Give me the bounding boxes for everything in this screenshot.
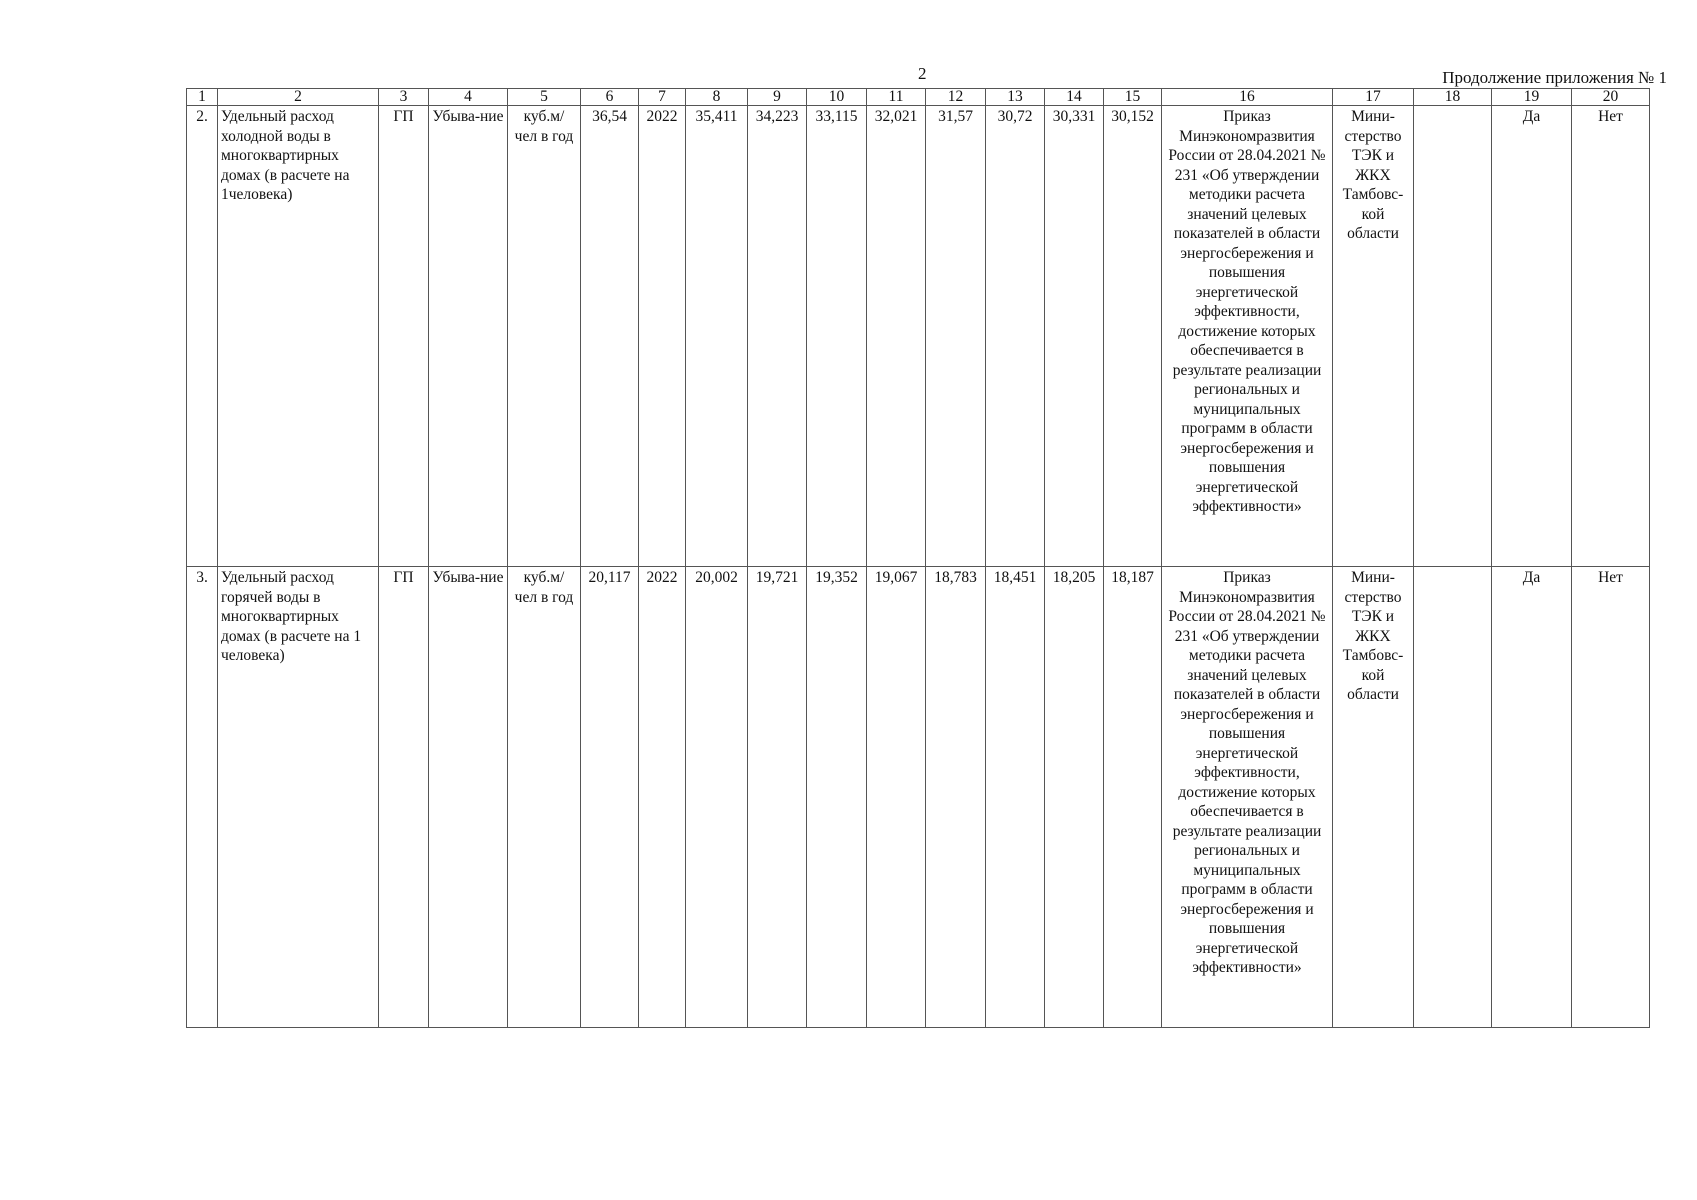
- indicator-name: Удельный расход горячей воды в многоквартирных домах (в расчете на 1 человека): [218, 567, 379, 1028]
- column-number: 18: [1414, 89, 1492, 106]
- value-cell: 33,115: [807, 106, 867, 567]
- column-number: 4: [429, 89, 508, 106]
- column-number: 17: [1333, 89, 1414, 106]
- column-number: 13: [986, 89, 1045, 106]
- indicators-table: [186, 88, 1650, 1028]
- column-number: 19: [1492, 89, 1572, 106]
- value-cell: 19,067: [867, 567, 926, 1028]
- continuation-label: Продолжение приложения № 1: [1442, 68, 1667, 87]
- unit-cell: куб.м/ чел в год: [508, 567, 581, 1028]
- trend-cell: Убыва-ние: [429, 567, 508, 1028]
- column-number-row: [187, 89, 1650, 106]
- base-value-cell: 36,54: [581, 106, 639, 567]
- column-number: 11: [867, 89, 926, 106]
- value-cell: 18,187: [1104, 567, 1162, 1028]
- yes-cell: Да: [1492, 106, 1572, 567]
- value-cell: 18,205: [1045, 567, 1104, 1028]
- row-number: 3.: [187, 567, 218, 1028]
- no-cell: Нет: [1572, 106, 1650, 567]
- column-number: 3: [379, 89, 429, 106]
- column-number: 14: [1045, 89, 1104, 106]
- value-cell: 35,411: [686, 106, 748, 567]
- column-number: 5: [508, 89, 581, 106]
- row-number: 2.: [187, 106, 218, 567]
- table-row: [187, 567, 1650, 1028]
- base-year-cell: 2022: [639, 567, 686, 1028]
- column-number: 6: [581, 89, 639, 106]
- empty-cell: [1414, 567, 1492, 1028]
- value-cell: 19,721: [748, 567, 807, 1028]
- empty-cell: [1414, 106, 1492, 567]
- column-number: 10: [807, 89, 867, 106]
- responsible-cell: Мини-стерство ТЭК и ЖКХ Тамбовс-кой области: [1333, 567, 1414, 1028]
- level-cell: ГП: [379, 567, 429, 1028]
- column-number: 12: [926, 89, 986, 106]
- column-number: 1: [187, 89, 218, 106]
- value-cell: 31,57: [926, 106, 986, 567]
- indicator-name: Удельный расход холодной воды в многоквартирных домах (в расчете на 1человека): [218, 106, 379, 567]
- value-cell: 18,783: [926, 567, 986, 1028]
- base-value-cell: 20,117: [581, 567, 639, 1028]
- value-cell: 30,72: [986, 106, 1045, 567]
- column-number: 16: [1162, 89, 1333, 106]
- base-year-cell: 2022: [639, 106, 686, 567]
- value-cell: 19,352: [807, 567, 867, 1028]
- value-cell: 30,152: [1104, 106, 1162, 567]
- value-cell: 34,223: [748, 106, 807, 567]
- column-number: 7: [639, 89, 686, 106]
- table-row: [187, 106, 1650, 567]
- yes-cell: Да: [1492, 567, 1572, 1028]
- column-number: 8: [686, 89, 748, 106]
- column-number: 2: [218, 89, 379, 106]
- column-number: 15: [1104, 89, 1162, 106]
- trend-cell: Убыва-ние: [429, 106, 508, 567]
- value-cell: 18,451: [986, 567, 1045, 1028]
- value-cell: 32,021: [867, 106, 926, 567]
- responsible-cell: Мини-стерство ТЭК и ЖКХ Тамбовс-кой области: [1333, 106, 1414, 567]
- no-cell: Нет: [1572, 567, 1650, 1028]
- value-cell: 30,331: [1045, 106, 1104, 567]
- unit-cell: куб.м/ чел в год: [508, 106, 581, 567]
- document-cell: Приказ Минэкономразвития России от 28.04.2021 № 231 «Об утверждении методики расчета значений целевых показателей в области энергосбережения и повышения энергетической эффективности, достижение которых обеспечивается в результате реализации региональных и муниципальных программ в области энергосбережения и повышения энергетической эффективности»: [1162, 106, 1333, 567]
- column-number: 9: [748, 89, 807, 106]
- page-number: 2: [918, 64, 927, 83]
- value-cell: 20,002: [686, 567, 748, 1028]
- document-cell: Приказ Минэкономразвития России от 28.04.2021 № 231 «Об утверждении методики расчета значений целевых показателей в области энергосбережения и повышения энергетической эффективности, достижение которых обеспечивается в результате реализации региональных и муниципальных программ в области энергосбережения и повышения энергетической эффективности»: [1162, 567, 1333, 1028]
- level-cell: ГП: [379, 106, 429, 567]
- column-number: 20: [1572, 89, 1650, 106]
